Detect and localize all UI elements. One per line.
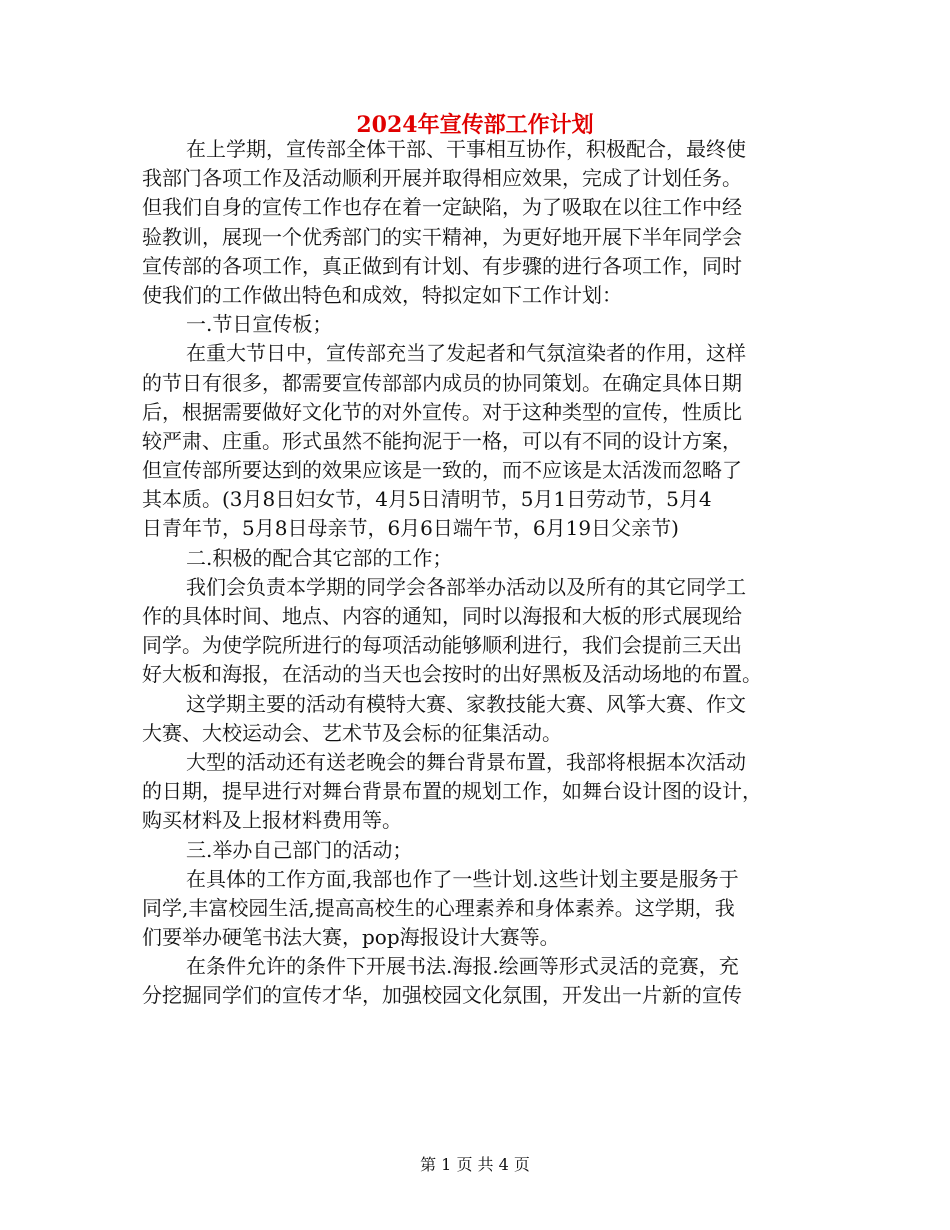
paragraph-line: 好大板和海报，在活动的当天也会按时的出好黑板及活动场地的布置。 — [142, 662, 762, 687]
paragraph-line: 分挖掘同学们的宣传才华，加强校园文化氛围，开发出一片新的宣传 — [142, 983, 742, 1008]
document-body — [142, 135, 812, 1011]
paragraph-line: 同学,丰富校园生活,提高高校生的心理素养和身体素养。这学期，我 — [142, 895, 735, 920]
paragraph-line: 我部门各项工作及活动顺利开展并取得相应效果，完成了计划任务。 — [142, 166, 742, 191]
paragraph-line: 的日期，提早进行对舞台背景布置的规划工作，如舞台设计图的设计， — [142, 779, 762, 804]
paragraph-line: 宣传部的各项工作，真正做到有计划、有步骤的进行各项工作，同时 — [142, 253, 742, 278]
paragraph-line: 在条件允许的条件下开展书法.海报.绘画等形式灵活的竞赛，充 — [186, 954, 739, 979]
paragraph-line: 们要举办硬笔书法大赛，pop海报设计大赛等。 — [142, 925, 560, 950]
paragraph-line: 的节日有很多，都需要宣传部部内成员的协同策划。在确定具体日期 — [142, 370, 742, 395]
paragraph-line: 验教训，展现一个优秀部门的实干精神，为更好地开展下半年同学会 — [142, 224, 742, 249]
paragraph-line: 使我们的工作做出特色和成效，特拟定如下工作计划： — [142, 282, 622, 307]
paragraph-line: 但我们自身的宣传工作也存在着一定缺陷，为了吸取在以往工作中经 — [142, 195, 742, 220]
paragraph-line: 作的具体时间、地点、内容的通知，同时以海报和大板的形式展现给 — [142, 604, 742, 628]
paragraph-line: 大型的活动还有送老晚会的舞台背景布置，我部将根据本次活动 — [186, 749, 746, 774]
section-heading: 一.节日宣传板； — [186, 312, 333, 337]
paragraph-line: 在重大节日中，宣传部充当了发起者和气氛渲染者的作用，这样 — [186, 341, 746, 366]
section-heading: 三.举办自己部门的活动； — [186, 837, 413, 862]
paragraph-line: 在具体的工作方面,我部也作了一些计划.这些计划主要是服务于 — [186, 866, 739, 891]
paragraph-line: 我们会负责本学期的同学会各部举办活动以及所有的其它同学工 — [186, 574, 746, 599]
paragraph-line: 其本质。(3月8日妇女节，4月5日清明节，5月1日劳动节，5月4 — [142, 487, 712, 512]
paragraph-line: 购买材料及上报材料费用等。 — [142, 808, 402, 833]
paragraph-line: 后，根据需要做好文化节的对外宣传。对于这种类型的宣传，性质比 — [142, 399, 742, 424]
paragraph-line: 大赛、大校运动会、艺术节及会标的征集活动。 — [142, 720, 562, 745]
paragraph-line: 较严肃、庄重。形式虽然不能拘泥于一格，可以有不同的设计方案， — [142, 428, 742, 453]
paragraph-line: 这学期主要的活动有模特大赛、家教技能大赛、风筝大赛、作文 — [186, 691, 746, 716]
section-heading: 二.积极的配合其它部的工作； — [186, 545, 453, 570]
paragraph-line: 日青年节，5月8日母亲节，6月6日端午节，6月19日父亲节) — [142, 516, 679, 541]
paragraph-line: 同学。为使学院所进行的每项活动能够顺利进行，我们会提前三天出 — [142, 633, 742, 658]
paragraph-line: 但宣传部所要达到的效果应该是一致的，而不应该是太活泼而忽略了 — [142, 458, 742, 483]
page-number: 第 1 页 共 4 页 — [420, 1155, 530, 1174]
document-title: 2024年宣传部工作计划 — [356, 112, 594, 138]
paragraph-line: 在上学期，宣传部全体干部、干事相互协作，积极配合，最终使 — [186, 137, 746, 161]
